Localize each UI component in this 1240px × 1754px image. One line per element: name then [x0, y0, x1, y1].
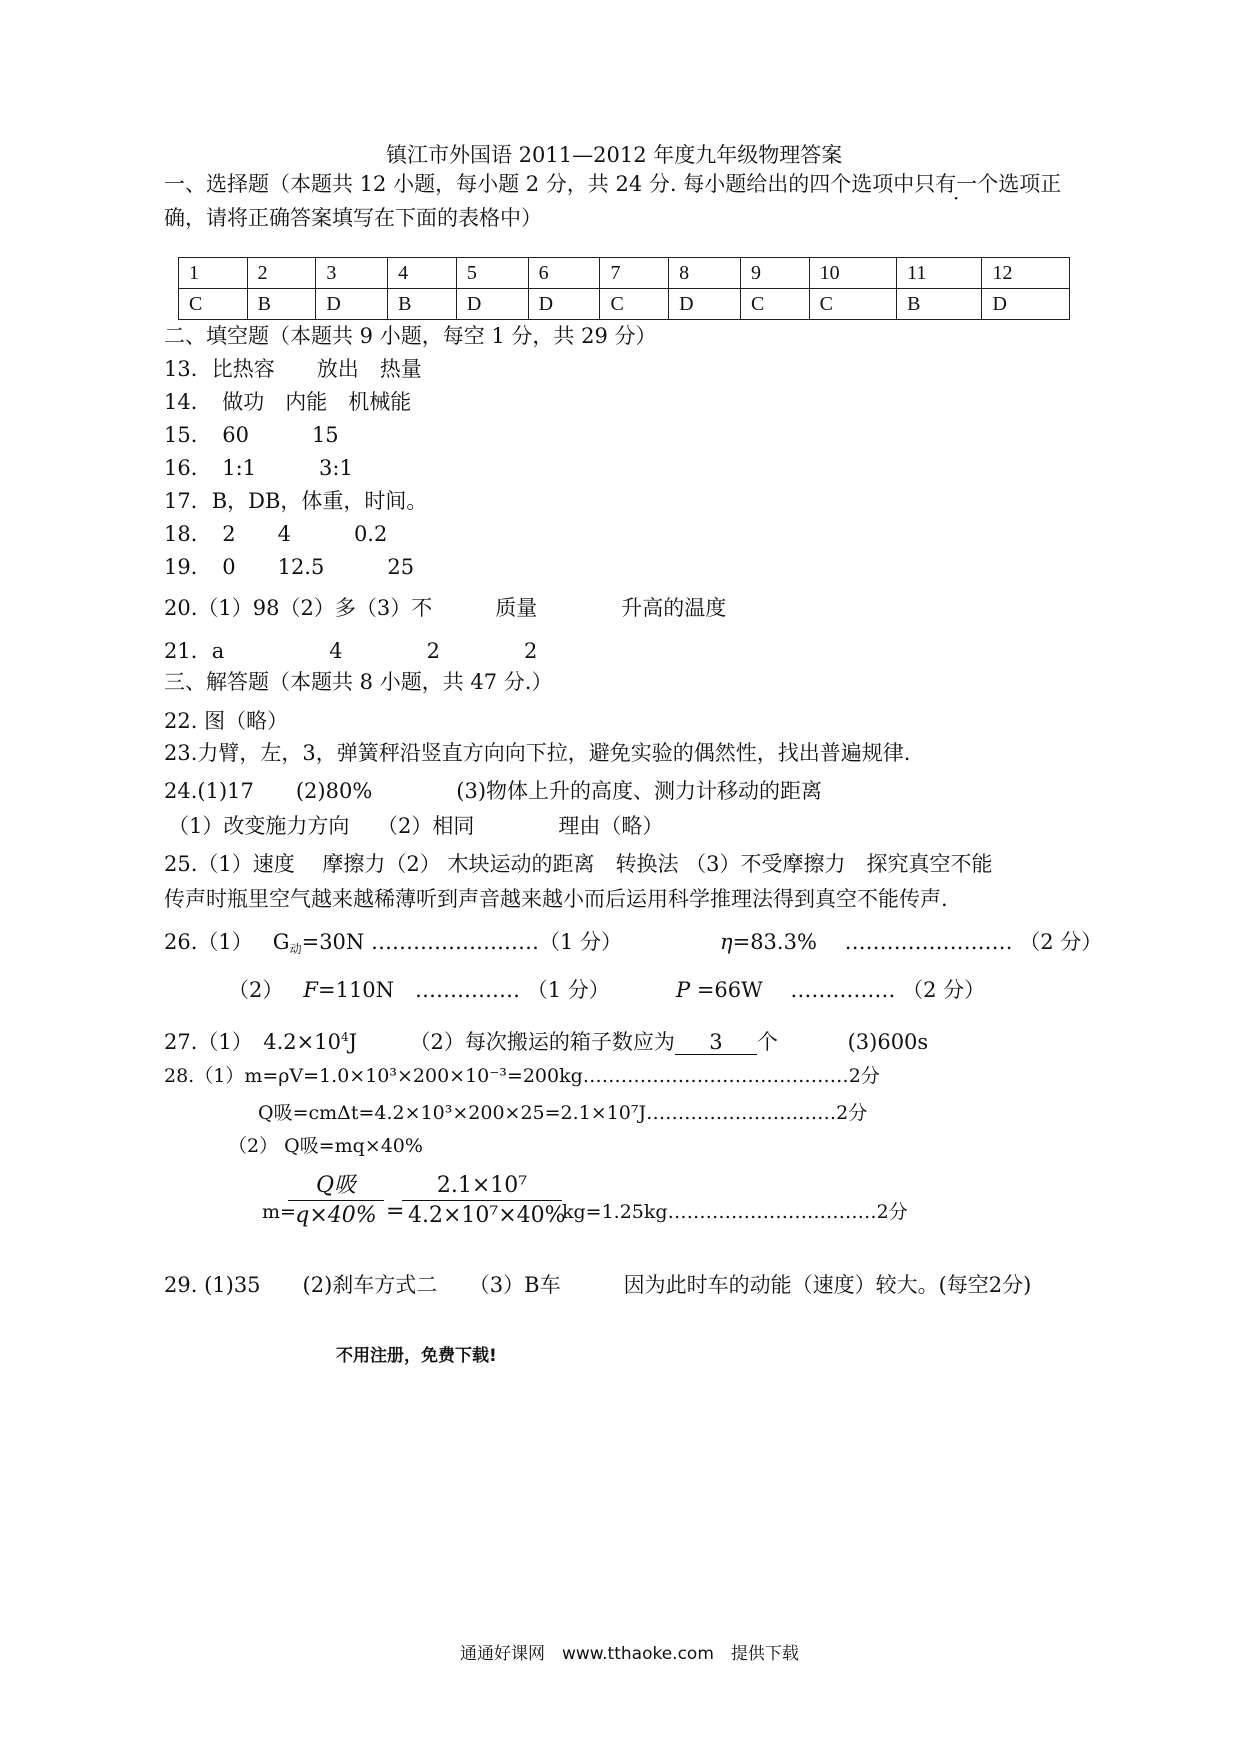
answer-line: 29. (1)35 (2)刹车方式二 （3）B车 因为此时车的动能（速度）较大。(每空2分) [164, 1273, 1032, 1297]
answer-line: （2） Q吸=mq×40% [228, 1135, 423, 1157]
answer-line: 18． 2 4 0.2 [164, 522, 388, 546]
answer-line: 25.（1）速度 摩擦力（2） 木块运动的距离 转换法 （3）不受摩擦力 探究真空不能 [164, 852, 993, 876]
fraction-numerator: 2.1×10⁷ [436, 1173, 528, 1198]
table-cell: 6 [528, 258, 600, 289]
table-cell: 1 [179, 258, 248, 289]
answer-line: 13．比热容 放出 热量 [164, 357, 422, 381]
q28-fraction-suffix: kg=1.25kg……………………………2分 [562, 1201, 908, 1223]
section1-heading-part1: 一、选择题（本题共 12 小题，每小题 2 分，共 24 分. 每小题给出的四个选项中 [164, 172, 915, 196]
table-cell: B [247, 289, 316, 320]
table-cell: D [982, 289, 1070, 320]
q28-fraction-eq: = [386, 1199, 405, 1224]
q26b-p: P [676, 978, 691, 1002]
page-footer: 通通好课网 www.tthaoke.com 提供下载 [460, 1644, 799, 1664]
table-cell: B [897, 289, 982, 320]
answer-line [164, 1025, 928, 1055]
table-cell: C [179, 289, 248, 320]
q26b-p-value: =66W …………… （2 分） [696, 978, 986, 1002]
table-cell: 4 [388, 258, 457, 289]
q26-eta: η [720, 930, 733, 954]
answer-line [164, 930, 622, 961]
table-cell: D [669, 289, 741, 320]
answer-table-answers-row [179, 289, 1070, 320]
table-cell: 9 [740, 258, 809, 289]
answer-table-numbers-row [179, 258, 1070, 289]
q28-mass-equation: m=ρV=1.0×10³×200×10⁻³=200kg……………………………………2分 [244, 1065, 880, 1087]
table-cell: C [740, 289, 809, 320]
answer-line [164, 1064, 880, 1088]
q26b-f: F [303, 978, 318, 1002]
table-cell: D [456, 289, 528, 320]
page-title: 镇江市外国语 2011—2012 年度九年级物理答案 [386, 143, 843, 167]
answer-line: 19． 0 12.5 25 [164, 555, 415, 579]
q27-part3: 个 (3)600s [756, 1030, 929, 1054]
q26-g-subscript: 动 [289, 942, 302, 956]
answer-line: 21．a 4 2 2 [164, 639, 538, 663]
q27-blank: 3 [675, 1030, 757, 1055]
answer-line: 16． 1:1 3:1 [164, 456, 353, 480]
table-cell: 10 [809, 258, 896, 289]
q27-part2: J （2）每次搬运的箱子数应为 [348, 1030, 675, 1054]
answer-line: 传声时瓶里空气越来越稀薄听到声音越来越小而后运用科学推理法得到真空不能传声. [164, 887, 948, 911]
answer-line [676, 978, 985, 1002]
q26-g-value: =30N ……………………（1 分） [301, 930, 622, 954]
table-cell: C [809, 289, 896, 320]
free-download-notice: 不用注册，免费下载! [336, 1346, 497, 1366]
table-cell: 7 [600, 258, 669, 289]
section1-heading-part2: 选项正 [998, 172, 1062, 196]
q26-label: 26.（1） [164, 930, 253, 954]
table-cell: 2 [247, 258, 316, 289]
answer-table [178, 257, 1070, 320]
table-cell: D [316, 289, 388, 320]
answer-line: 20.（1）98（2）多（3）不 质量 升高的温度 [164, 596, 727, 620]
q26-eta-value: =83.3% …………………… （2 分） [732, 930, 1103, 954]
answer-line: 14． 做功 内能 机械能 [164, 390, 412, 414]
table-cell: D [528, 289, 600, 320]
table-cell: 8 [669, 258, 741, 289]
answer-line: 22. 图（略） [164, 709, 289, 733]
table-cell: 11 [897, 258, 982, 289]
q26b-f-value: =110N …………… （1 分） [317, 978, 610, 1002]
section3-heading: 三、解答题（本题共 8 小题，共 47 分.） [164, 670, 553, 694]
table-cell: B [388, 289, 457, 320]
answer-line: 23.力臂，左，3，弹簧秤沿竖直方向向下拉，避免实验的偶然性，找出普遍规律. [164, 741, 911, 765]
answer-line: 17．B，DB，体重，时间。 [164, 489, 428, 513]
answer-line [228, 978, 610, 1002]
q26-g: G [272, 930, 290, 954]
q28-fraction-1 [288, 1172, 384, 1231]
answer-line: Q吸=cmΔt=4.2×10³×200×25=2.1×10⁷J…………………………2分 [258, 1102, 868, 1124]
section1-heading [164, 172, 1061, 196]
q28-fraction-2 [402, 1172, 566, 1231]
answer-line: （1）改变施力方向 （2）相同 理由（略） [168, 814, 664, 838]
answer-line [720, 930, 1102, 954]
q28-fraction-prefix: m= [262, 1201, 296, 1223]
q27-part1: 27.（1） 4.2×10 [164, 1030, 341, 1054]
answer-line: 24.(1)17 (2)80% (3)物体上升的高度、测力计移动的距离 [164, 779, 823, 803]
table-cell: 12 [982, 258, 1070, 289]
table-cell: C [600, 289, 669, 320]
q26b-label: （2） [228, 978, 284, 1002]
table-cell: 3 [316, 258, 388, 289]
answer-line: 15． 60 15 [164, 423, 339, 447]
section1-heading-line2: 确，请将正确答案填写在下面的表格中） [164, 206, 542, 230]
q28-label: 28.（1） [164, 1065, 245, 1087]
fraction-denominator: 4.2×10⁷×40% [408, 1203, 566, 1228]
section2-heading: 二、填空题（本题共 9 小题，每空 1 分，共 29 分） [164, 324, 657, 348]
section1-heading-dots: 只有一个 [914, 172, 999, 196]
fraction-denominator: q×40% [295, 1203, 377, 1228]
q27-superscript: 4 [340, 1030, 349, 1044]
fraction-numerator: Q吸 [315, 1173, 357, 1198]
table-cell: 5 [456, 258, 528, 289]
